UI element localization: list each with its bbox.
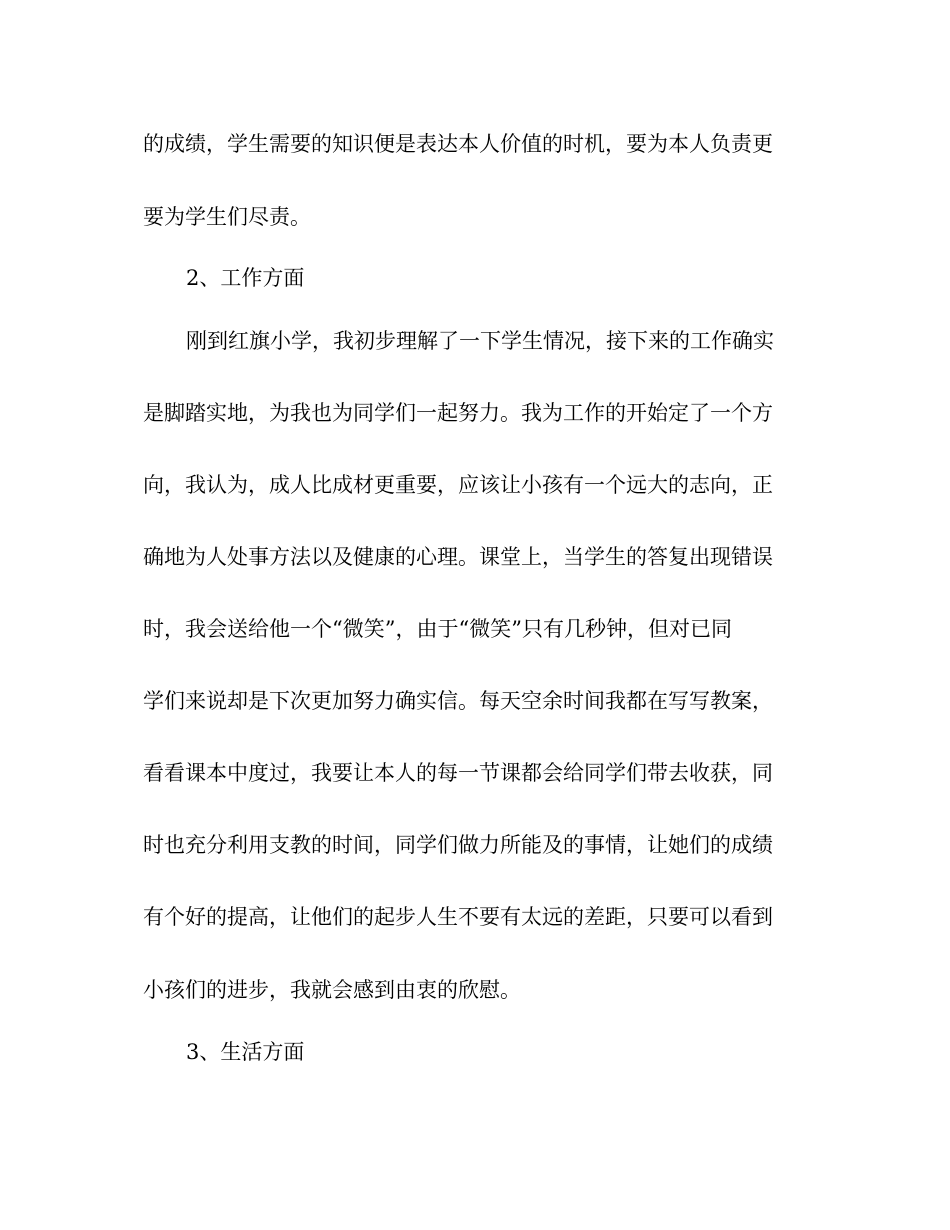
text-line: 看看课本中度过，我要让本人的每一节课都会给同学们带去收获，同	[143, 761, 773, 785]
text-line: 确地为人处事方法以及健康的心理。课堂上，当学生的答复出现错误	[143, 545, 773, 569]
section-heading-work: 2、工作方面	[186, 266, 305, 290]
text-line: 的成绩，学生需要的知识便是表达本人价值的时机，要为本人负责更	[143, 132, 773, 156]
text-line: 小孩们的进步，我就会感到由衷的欣慰。	[143, 978, 521, 1002]
text-line: 有个好的提高，让他们的起步人生不要有太远的差距，只要可以看到	[143, 905, 773, 929]
paragraph-first-line: 刚到红旗小学，我初步理解了一下学生情况，接下来的工作确实	[186, 329, 774, 353]
text-line: 时也充分利用支教的时间，同学们做力所能及的事情，让她们的成绩	[143, 833, 773, 857]
text-line: 时，我会送给他一个“微笑”，由于“微笑”只有几秒钟，但对已同	[143, 617, 732, 641]
section-heading-life: 3、生活方面	[186, 1040, 305, 1064]
text-line: 要为学生们尽责。	[143, 205, 311, 229]
text-line: 学们来说却是下次更加努力确实信。每天空余时间我都在写写教案，	[143, 689, 773, 713]
text-line: 是脚踏实地，为我也为同学们一起努力。我为工作的开始定了一个方	[143, 401, 773, 425]
text-line: 向，我认为，成人比成材更重要，应该让小孩有一个远大的志向，正	[143, 473, 773, 497]
